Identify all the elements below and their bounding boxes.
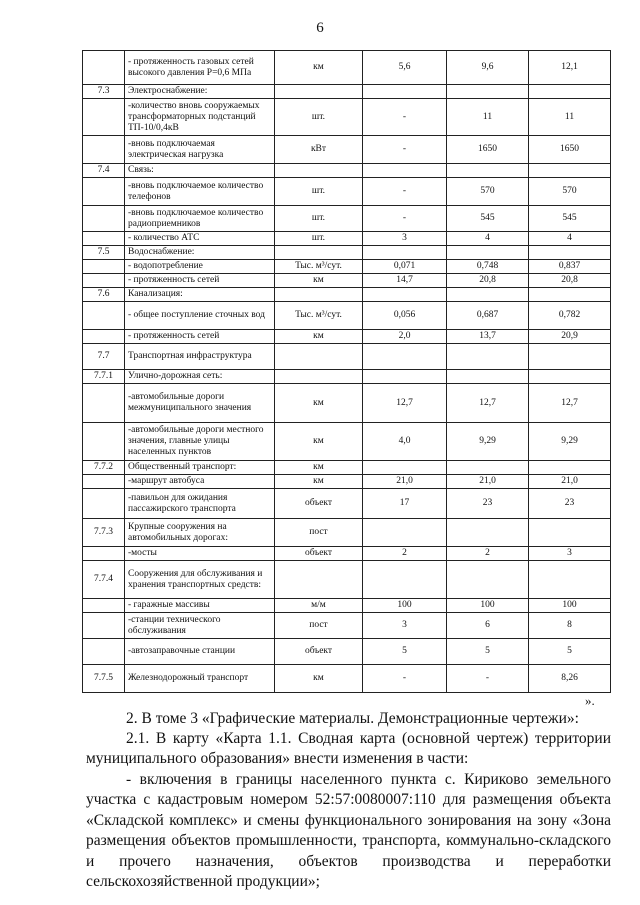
indicator-name: -количество вновь сооружаемых трансформаторных подстанций ТП-10/0,4кВ: [125, 99, 275, 136]
row-number: 7.6: [83, 288, 125, 302]
value-existing: 5,6: [363, 51, 447, 85]
value-stage-2: [529, 561, 611, 599]
table-row: [83, 302, 611, 330]
row-number: [83, 384, 125, 423]
value-existing: -: [363, 665, 447, 693]
closing-quote: ».: [585, 693, 595, 708]
indicator-name: -павильон для ожидания пассажирского транспорта: [125, 489, 275, 519]
value-stage-2: [529, 85, 611, 99]
value-stage-2: 12,7: [529, 384, 611, 423]
indicator-name: - гаражные массивы: [125, 599, 275, 613]
unit-cell: объект: [275, 639, 363, 665]
table-body: [83, 51, 611, 693]
value-stage-1: 9,29: [447, 423, 529, 461]
value-stage-1: 23: [447, 489, 529, 519]
unit-cell: км: [275, 384, 363, 423]
value-stage-2: 570: [529, 178, 611, 206]
table-row: [83, 519, 611, 547]
table-row: [83, 178, 611, 206]
value-existing: [363, 246, 447, 260]
unit-cell: км: [275, 423, 363, 461]
value-existing: [363, 85, 447, 99]
table-row: [83, 561, 611, 599]
value-stage-2: [529, 461, 611, 475]
value-stage-1: 545: [447, 206, 529, 232]
value-existing: -: [363, 99, 447, 136]
value-existing: 0,071: [363, 260, 447, 274]
value-existing: [363, 288, 447, 302]
value-stage-1: 4: [447, 232, 529, 246]
indicator-name: Транспортная инфраструктура: [125, 344, 275, 370]
unit-cell: кВт: [275, 136, 363, 164]
value-stage-1: [447, 344, 529, 370]
row-number: [83, 206, 125, 232]
row-number: 7.7.4: [83, 561, 125, 599]
value-existing: [363, 561, 447, 599]
table-row: [83, 547, 611, 561]
value-stage-2: 12,1: [529, 51, 611, 85]
paragraph-inclusion: - включения в границы населенного пункта с. Кириково земельного участка с кадастровым номером 52:57:0080007:110 для размещения объекта «Складской комплекс» и смены функционального зонирования на зону «Зона размещения объектов промышленности, транспорта, коммунально-складского и прочего назначения, объектов производства и переработки сельскохозяйственной продукции»;: [86, 771, 611, 891]
indicator-name: -вновь подключаемое количество радиоприемников: [125, 206, 275, 232]
unit-cell: объект: [275, 547, 363, 561]
value-stage-2: 0,782: [529, 302, 611, 330]
value-existing: 2: [363, 547, 447, 561]
value-stage-2: 8,26: [529, 665, 611, 693]
indicator-name: -вновь подключаемая электрическая нагрузка: [125, 136, 275, 164]
value-stage-1: 13,7: [447, 330, 529, 344]
value-existing: 2,0: [363, 330, 447, 344]
value-existing: [363, 344, 447, 370]
indicator-name: -маршрут автобуса: [125, 475, 275, 489]
value-stage-2: [529, 370, 611, 384]
unit-cell: пост: [275, 613, 363, 639]
row-number: [83, 547, 125, 561]
unit-cell: км: [275, 274, 363, 288]
indicator-name: Крупные сооружения на автомобильных дорогах:: [125, 519, 275, 547]
value-stage-1: 5: [447, 639, 529, 665]
table-row: [83, 665, 611, 693]
value-stage-1: [447, 85, 529, 99]
value-existing: [363, 164, 447, 178]
value-existing: -: [363, 178, 447, 206]
unit-cell: Тыс. м³/сут.: [275, 260, 363, 274]
value-existing: 3: [363, 613, 447, 639]
unit-cell: шт.: [275, 99, 363, 136]
table-row: [83, 232, 611, 246]
row-number: 7.5: [83, 246, 125, 260]
row-number: [83, 599, 125, 613]
value-stage-1: -: [447, 665, 529, 693]
table-row: [83, 423, 611, 461]
unit-cell: [275, 246, 363, 260]
value-stage-1: 9,6: [447, 51, 529, 85]
value-stage-1: 0,748: [447, 260, 529, 274]
row-number: [83, 613, 125, 639]
value-existing: 0,056: [363, 302, 447, 330]
unit-cell: км: [275, 475, 363, 489]
value-stage-2: [529, 288, 611, 302]
row-number: 7.7: [83, 344, 125, 370]
row-number: 7.7.2: [83, 461, 125, 475]
value-stage-2: 100: [529, 599, 611, 613]
unit-cell: км: [275, 461, 363, 475]
table-row: [83, 639, 611, 665]
indicators-table: [82, 50, 611, 693]
value-stage-2: 545: [529, 206, 611, 232]
indicator-name: Электроснабжение:: [125, 85, 275, 99]
table-row: [83, 344, 611, 370]
unit-cell: м/м: [275, 599, 363, 613]
indicator-name: - протяженность сетей: [125, 330, 275, 344]
table-row: [83, 613, 611, 639]
table-row: [83, 260, 611, 274]
value-existing: 21,0: [363, 475, 447, 489]
unit-cell: [275, 288, 363, 302]
row-number: 7.3: [83, 85, 125, 99]
indicator-name: -автомобильные дороги местного значения, главные улицы населенных пунктов: [125, 423, 275, 461]
row-number: 7.7.3: [83, 519, 125, 547]
value-existing: 14,7: [363, 274, 447, 288]
indicator-name: -вновь подключаемое количество телефонов: [125, 178, 275, 206]
value-existing: 5: [363, 639, 447, 665]
row-number: [83, 423, 125, 461]
indicator-name: - количество АТС: [125, 232, 275, 246]
unit-cell: км: [275, 51, 363, 85]
value-stage-1: [447, 370, 529, 384]
value-stage-1: 20,8: [447, 274, 529, 288]
value-stage-1: 1650: [447, 136, 529, 164]
unit-cell: Тыс. м³/сут.: [275, 302, 363, 330]
unit-cell: шт.: [275, 206, 363, 232]
value-stage-2: [529, 519, 611, 547]
row-number: [83, 489, 125, 519]
table-row: [83, 99, 611, 136]
table-row: [83, 370, 611, 384]
value-stage-2: [529, 164, 611, 178]
table-row: [83, 85, 611, 99]
table-row: [83, 489, 611, 519]
table-row: [83, 206, 611, 232]
paragraph-map-1-1: 2.1. В карту «Карта 1.1. Сводная карта (основной чертеж) территории муниципального образования» внести изменения в части:: [86, 730, 611, 768]
indicator-name: Водоснабжение:: [125, 246, 275, 260]
page-number: 6: [316, 20, 324, 36]
table-row: [83, 136, 611, 164]
indicator-name: Связь:: [125, 164, 275, 178]
value-stage-2: 20,9: [529, 330, 611, 344]
table-row: [83, 274, 611, 288]
table-row: [83, 384, 611, 423]
indicator-name: -автомобильные дороги межмуниципального значения: [125, 384, 275, 423]
value-stage-2: 1650: [529, 136, 611, 164]
value-existing: 100: [363, 599, 447, 613]
value-existing: -: [363, 136, 447, 164]
indicator-name: Общественный транспорт:: [125, 461, 275, 475]
value-existing: [363, 519, 447, 547]
unit-cell: км: [275, 665, 363, 693]
row-number: [83, 330, 125, 344]
value-stage-1: 21,0: [447, 475, 529, 489]
value-existing: 3: [363, 232, 447, 246]
table-row: [83, 51, 611, 85]
indicator-name: Канализация:: [125, 288, 275, 302]
unit-cell: [275, 370, 363, 384]
indicator-name: -автозаправочные станции: [125, 639, 275, 665]
unit-cell: пост: [275, 519, 363, 547]
indicator-name: - водопотребление: [125, 260, 275, 274]
value-stage-1: [447, 288, 529, 302]
value-stage-2: 11: [529, 99, 611, 136]
row-number: [83, 260, 125, 274]
value-stage-2: 20,8: [529, 274, 611, 288]
value-stage-1: 12,7: [447, 384, 529, 423]
unit-cell: [275, 561, 363, 599]
row-number: 7.7.1: [83, 370, 125, 384]
value-stage-2: 5: [529, 639, 611, 665]
row-number: [83, 178, 125, 206]
value-stage-1: 6: [447, 613, 529, 639]
value-stage-2: [529, 246, 611, 260]
value-stage-2: 0,837: [529, 260, 611, 274]
row-number: [83, 136, 125, 164]
indicator-name: - протяженность газовых сетей высокого давления P=0,6 МПа: [125, 51, 275, 85]
value-stage-1: [447, 164, 529, 178]
indicator-name: - общее поступление сточных вод: [125, 302, 275, 330]
indicator-name: - протяженность сетей: [125, 274, 275, 288]
table-row: [83, 461, 611, 475]
row-number: [83, 475, 125, 489]
value-stage-1: 0,687: [447, 302, 529, 330]
value-stage-2: [529, 344, 611, 370]
value-stage-1: [447, 561, 529, 599]
row-number: [83, 302, 125, 330]
value-existing: [363, 370, 447, 384]
value-stage-2: 21,0: [529, 475, 611, 489]
unit-cell: объект: [275, 489, 363, 519]
value-stage-1: 100: [447, 599, 529, 613]
table-row: [83, 475, 611, 489]
value-stage-1: 2: [447, 547, 529, 561]
value-stage-2: 23: [529, 489, 611, 519]
unit-cell: [275, 85, 363, 99]
row-number: [83, 99, 125, 136]
row-number: 7.7.5: [83, 665, 125, 693]
table-row: [83, 599, 611, 613]
value-existing: 4,0: [363, 423, 447, 461]
value-stage-1: [447, 519, 529, 547]
unit-cell: [275, 344, 363, 370]
indicator-name: Железнодорожный транспорт: [125, 665, 275, 693]
unit-cell: шт.: [275, 178, 363, 206]
unit-cell: км: [275, 330, 363, 344]
table-row: [83, 330, 611, 344]
value-stage-1: [447, 246, 529, 260]
table-row: [83, 164, 611, 178]
row-number: [83, 639, 125, 665]
table-row: [83, 246, 611, 260]
paragraph-volume-3: 2. В томе 3 «Графические материалы. Демонстрационные чертежи»:: [126, 710, 579, 727]
indicator-name: Сооружения для обслуживания и хранения транспортных средств:: [125, 561, 275, 599]
value-stage-2: 9,29: [529, 423, 611, 461]
indicator-name: -мосты: [125, 547, 275, 561]
value-stage-1: [447, 461, 529, 475]
value-stage-2: 8: [529, 613, 611, 639]
row-number: [83, 232, 125, 246]
indicator-name: Улично-дорожная сеть:: [125, 370, 275, 384]
unit-cell: шт.: [275, 232, 363, 246]
value-stage-2: 3: [529, 547, 611, 561]
unit-cell: [275, 164, 363, 178]
row-number: 7.4: [83, 164, 125, 178]
value-existing: 12,7: [363, 384, 447, 423]
value-stage-2: 4: [529, 232, 611, 246]
value-existing: 17: [363, 489, 447, 519]
value-existing: [363, 461, 447, 475]
row-number: [83, 51, 125, 85]
row-number: [83, 274, 125, 288]
value-existing: -: [363, 206, 447, 232]
table-row: [83, 288, 611, 302]
indicator-name: -станции технического обслуживания: [125, 613, 275, 639]
value-stage-1: 570: [447, 178, 529, 206]
value-stage-1: 11: [447, 99, 529, 136]
